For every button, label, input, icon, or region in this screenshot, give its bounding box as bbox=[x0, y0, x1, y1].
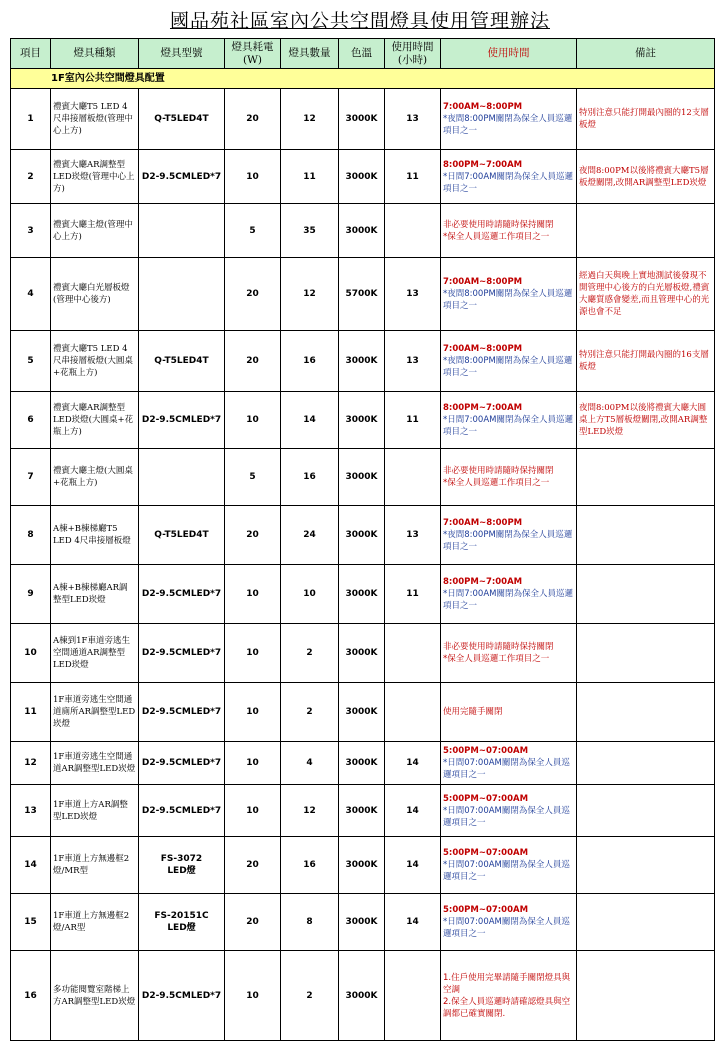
cell-qty: 14 bbox=[281, 392, 339, 449]
cell-remark bbox=[577, 624, 715, 683]
cell-watt: 10 bbox=[225, 392, 281, 449]
usage-note: 1.住戶使用完畢請隨手關閉燈具與空調 2.保全人員巡邏時請確認燈具與空調都已確實關閉. bbox=[443, 972, 571, 1019]
cell-watt: 10 bbox=[225, 565, 281, 624]
cell-no: 3 bbox=[11, 204, 51, 258]
cell-type: 1F車道旁逃生空間通道廁所AR調整型LED崁燈 bbox=[51, 683, 139, 742]
section-row bbox=[11, 69, 715, 89]
table-row bbox=[11, 150, 715, 204]
cell-no: 13 bbox=[11, 785, 51, 837]
cell-model: D2-9.5CMLED*7 bbox=[139, 624, 225, 683]
cell-remark bbox=[577, 837, 715, 894]
cell-usage bbox=[441, 951, 577, 1041]
cell-model: FS-20151C LED燈 bbox=[139, 894, 225, 951]
cell-watt: 5 bbox=[225, 204, 281, 258]
cell-hours: 13 bbox=[385, 258, 441, 331]
cell-type: 禮賓大廳T5 LED 4尺串接層板燈(管理中心上方) bbox=[51, 89, 139, 150]
cell-type: 禮賓大廳T5 LED 4尺串接層板燈(大圓桌+花瓶上方) bbox=[51, 331, 139, 392]
cell-no: 1 bbox=[11, 89, 51, 150]
cell-watt: 20 bbox=[225, 837, 281, 894]
cell-watt: 10 bbox=[225, 742, 281, 785]
cell-watt: 10 bbox=[225, 683, 281, 742]
cell-usage bbox=[441, 683, 577, 742]
cell-hours: 11 bbox=[385, 392, 441, 449]
cell-color: 3000K bbox=[339, 837, 385, 894]
cell-watt: 10 bbox=[225, 624, 281, 683]
cell-usage bbox=[441, 89, 577, 150]
cell-model bbox=[139, 258, 225, 331]
usage-note: *日間07:00AM關閉為保全人員巡邏項目之一 bbox=[443, 917, 570, 939]
cell-watt: 20 bbox=[225, 89, 281, 150]
usage-note: *日間07:00AM關閉為保全人員巡邏項目之一 bbox=[443, 758, 570, 780]
cell-hours: 14 bbox=[385, 785, 441, 837]
usage-time-range: 8:00PM~7:00AM bbox=[443, 159, 523, 170]
table-row bbox=[11, 683, 715, 742]
cell-type: 1F車道上方無邊框2燈/MR型 bbox=[51, 837, 139, 894]
cell-hours: 13 bbox=[385, 331, 441, 392]
usage-note: *夜間8:00PM關閉為保全人員巡邏項目之一 bbox=[443, 356, 573, 378]
page-title: 國品苑社區室內公共空間燈具使用管理辦法 bbox=[169, 10, 550, 32]
usage-note: *日間7:00AM關閉為保全人員巡邏項目之一 bbox=[443, 415, 573, 437]
header-hours: 使用時間 (小時) bbox=[385, 39, 441, 69]
cell-model: D2-9.5CMLED*7 bbox=[139, 150, 225, 204]
cell-usage bbox=[441, 894, 577, 951]
cell-no: 16 bbox=[11, 951, 51, 1041]
cell-qty: 24 bbox=[281, 506, 339, 565]
cell-qty: 12 bbox=[281, 258, 339, 331]
cell-hours: 14 bbox=[385, 894, 441, 951]
cell-hours bbox=[385, 624, 441, 683]
cell-usage bbox=[441, 742, 577, 785]
cell-color: 5700K bbox=[339, 258, 385, 331]
section-title: 1F室內公共空間燈具配置 bbox=[11, 69, 715, 89]
cell-no: 4 bbox=[11, 258, 51, 331]
cell-qty: 2 bbox=[281, 683, 339, 742]
cell-hours bbox=[385, 683, 441, 742]
header-usage: 使用時間 bbox=[441, 39, 577, 69]
cell-type: 禮賓大廳AR調整型LED崁燈(大圓桌+花瓶上方) bbox=[51, 392, 139, 449]
cell-model: D2-9.5CMLED*7 bbox=[139, 785, 225, 837]
cell-no: 11 bbox=[11, 683, 51, 742]
usage-note: *夜間8:00PM關閉為保全人員巡邏項目之一 bbox=[443, 114, 573, 136]
usage-time-range: 8:00PM~7:00AM bbox=[443, 403, 523, 413]
cell-type: 1F車道上方無邊框2燈/AR型 bbox=[51, 894, 139, 951]
cell-usage bbox=[441, 565, 577, 624]
cell-type: 1F車道旁逃生空間通道AR調整型LED崁燈 bbox=[51, 742, 139, 785]
usage-time-range: 5:00PM~07:00AM bbox=[443, 793, 529, 804]
cell-color: 3000K bbox=[339, 951, 385, 1041]
header-qty: 燈具數量 bbox=[281, 39, 339, 69]
table-row bbox=[11, 449, 715, 506]
cell-color: 3000K bbox=[339, 506, 385, 565]
cell-qty: 16 bbox=[281, 837, 339, 894]
cell-remark bbox=[577, 742, 715, 785]
cell-usage bbox=[441, 624, 577, 683]
cell-usage bbox=[441, 392, 577, 449]
cell-no: 15 bbox=[11, 894, 51, 951]
cell-hours bbox=[385, 951, 441, 1041]
cell-usage bbox=[441, 331, 577, 392]
cell-hours: 13 bbox=[385, 506, 441, 565]
cell-remark bbox=[577, 506, 715, 565]
usage-time-range: 5:00PM~07:00AM bbox=[443, 848, 529, 858]
cell-no: 9 bbox=[11, 565, 51, 624]
cell-watt: 10 bbox=[225, 785, 281, 837]
table-row bbox=[11, 624, 715, 683]
cell-qty: 10 bbox=[281, 565, 339, 624]
cell-usage bbox=[441, 506, 577, 565]
cell-usage bbox=[441, 258, 577, 331]
cell-usage bbox=[441, 785, 577, 837]
cell-qty: 16 bbox=[281, 331, 339, 392]
usage-time-range: 7:00AM~8:00PM bbox=[443, 518, 523, 528]
usage-time-range: 7:00AM~8:00PM bbox=[443, 277, 523, 287]
cell-color: 3000K bbox=[339, 785, 385, 837]
cell-color: 3000K bbox=[339, 742, 385, 785]
cell-hours bbox=[385, 449, 441, 506]
usage-time-range: 5:00PM~07:00AM bbox=[443, 746, 529, 756]
cell-remark: 經過白天與晚上實地測試後發現不開管理中心後方的白光層板燈,禮賓大廳質感會變差,而且管理中心的光源也會不足 bbox=[577, 258, 715, 331]
cell-watt: 20 bbox=[225, 331, 281, 392]
usage-time-range: 7:00AM~8:00PM bbox=[443, 102, 523, 112]
cell-hours: 14 bbox=[385, 742, 441, 785]
cell-color: 3000K bbox=[339, 89, 385, 150]
usage-note: 非必要使用時請隨時保持關閉 *保全人員巡邏工作項目之一 bbox=[443, 466, 554, 488]
header-type: 燈具種類 bbox=[51, 39, 139, 69]
cell-watt: 20 bbox=[225, 894, 281, 951]
table-row bbox=[11, 89, 715, 150]
usage-note: *夜間8:00PM關閉為保全人員巡邏項目之一 bbox=[443, 289, 573, 311]
cell-hours: 11 bbox=[385, 150, 441, 204]
cell-hours: 13 bbox=[385, 89, 441, 150]
header-model: 燈具型號 bbox=[139, 39, 225, 69]
cell-no: 12 bbox=[11, 742, 51, 785]
usage-note: 使用完隨手關閉 bbox=[443, 707, 503, 717]
cell-type: 禮賓大廳主燈(大圓桌+花瓶上方) bbox=[51, 449, 139, 506]
usage-time-range: 8:00PM~7:00AM bbox=[443, 577, 523, 587]
cell-color: 3000K bbox=[339, 624, 385, 683]
cell-model: D2-9.5CMLED*7 bbox=[139, 392, 225, 449]
cell-remark bbox=[577, 565, 715, 624]
cell-qty: 8 bbox=[281, 894, 339, 951]
cell-remark: 夜間8:00PM以後將禮賓大廳T5層板燈關閉,改開AR調整型LED崁燈 bbox=[577, 150, 715, 204]
header-remark: 備註 bbox=[577, 39, 715, 69]
lighting-table bbox=[10, 38, 715, 1041]
cell-type: A棟+B棟梯廳T5 LED 4尺串接層板燈 bbox=[51, 506, 139, 565]
cell-watt: 20 bbox=[225, 506, 281, 565]
table-row bbox=[11, 506, 715, 565]
cell-qty: 35 bbox=[281, 204, 339, 258]
cell-model: D2-9.5CMLED*7 bbox=[139, 565, 225, 624]
header-row bbox=[11, 39, 715, 69]
cell-remark bbox=[577, 449, 715, 506]
cell-model: D2-9.5CMLED*7 bbox=[139, 683, 225, 742]
cell-watt: 10 bbox=[225, 150, 281, 204]
usage-time-range: 7:00AM~8:00PM bbox=[443, 344, 523, 354]
table-row bbox=[11, 894, 715, 951]
table-row bbox=[11, 258, 715, 331]
cell-qty: 12 bbox=[281, 785, 339, 837]
cell-no: 2 bbox=[11, 150, 51, 204]
cell-remark bbox=[577, 204, 715, 258]
cell-remark: 特別注意只能打開最內圈的16支層板燈 bbox=[577, 331, 715, 392]
cell-model: Q-T5LED4T bbox=[139, 506, 225, 565]
cell-remark bbox=[577, 785, 715, 837]
cell-no: 14 bbox=[11, 837, 51, 894]
table-row bbox=[11, 331, 715, 392]
cell-remark bbox=[577, 683, 715, 742]
table-row bbox=[11, 392, 715, 449]
cell-model: D2-9.5CMLED*7 bbox=[139, 742, 225, 785]
cell-hours: 14 bbox=[385, 837, 441, 894]
cell-watt: 10 bbox=[225, 951, 281, 1041]
usage-time-range: 5:00PM~07:00AM bbox=[443, 905, 529, 915]
table-row bbox=[11, 565, 715, 624]
cell-color: 3000K bbox=[339, 449, 385, 506]
cell-type: A棟+B棟梯廳AR調整型LED崁燈 bbox=[51, 565, 139, 624]
usage-note: *日間07:00AM關閉為保全人員巡邏項目之一 bbox=[443, 860, 570, 882]
usage-note: *日間07:00AM關閉為保全人員巡邏項目之一 bbox=[443, 805, 570, 828]
header-no: 項目 bbox=[11, 39, 51, 69]
cell-model: FS-3072 LED燈 bbox=[139, 837, 225, 894]
cell-no: 10 bbox=[11, 624, 51, 683]
cell-no: 8 bbox=[11, 506, 51, 565]
cell-type: 禮賓大廳AR調整型LED崁燈(管理中心上方) bbox=[51, 150, 139, 204]
cell-color: 3000K bbox=[339, 392, 385, 449]
cell-usage bbox=[441, 204, 577, 258]
cell-watt: 5 bbox=[225, 449, 281, 506]
table-row bbox=[11, 837, 715, 894]
cell-no: 6 bbox=[11, 392, 51, 449]
cell-usage bbox=[441, 837, 577, 894]
cell-color: 3000K bbox=[339, 683, 385, 742]
cell-type: 多功能閱覽室階梯上方AR調整型LED崁燈 bbox=[51, 951, 139, 1041]
table-row bbox=[11, 204, 715, 258]
table-row bbox=[11, 951, 715, 1041]
header-color: 色溫 bbox=[339, 39, 385, 69]
cell-type: 1F車道上方AR調整型LED崁燈 bbox=[51, 785, 139, 837]
usage-note: *日間7:00AM關閉為保全人員巡邏項目之一 bbox=[443, 589, 573, 611]
table-row bbox=[11, 742, 715, 785]
cell-model bbox=[139, 204, 225, 258]
cell-color: 3000K bbox=[339, 894, 385, 951]
cell-model: Q-T5LED4T bbox=[139, 331, 225, 392]
cell-remark: 夜間8:00PM以後將禮賓大廳大圓桌上方T5層板燈關閉,改開AR調整型LED崁燈 bbox=[577, 392, 715, 449]
cell-type: 禮賓大廳白光層板燈(管理中心後方) bbox=[51, 258, 139, 331]
cell-color: 3000K bbox=[339, 204, 385, 258]
cell-color: 3000K bbox=[339, 331, 385, 392]
cell-no: 5 bbox=[11, 331, 51, 392]
header-watt: 燈具耗電 (W) bbox=[225, 39, 281, 69]
cell-hours: 11 bbox=[385, 565, 441, 624]
cell-qty: 11 bbox=[281, 150, 339, 204]
usage-note: 非必要使用時請隨時保持關閉 *保全人員巡邏工作項目之一 bbox=[443, 219, 554, 242]
cell-model: D2-9.5CMLED*7 bbox=[139, 951, 225, 1041]
cell-model: Q-T5LED4T bbox=[139, 89, 225, 150]
usage-note: *日間7:00AM關閉為保全人員巡邏項目之一 bbox=[443, 171, 573, 194]
cell-usage bbox=[441, 150, 577, 204]
cell-color: 3000K bbox=[339, 565, 385, 624]
cell-model bbox=[139, 449, 225, 506]
cell-qty: 2 bbox=[281, 951, 339, 1041]
cell-type: 禮賓大廳主燈(管理中心上方) bbox=[51, 204, 139, 258]
cell-remark bbox=[577, 894, 715, 951]
cell-qty: 2 bbox=[281, 624, 339, 683]
table-row bbox=[11, 785, 715, 837]
cell-remark: 特別注意只能打開最內圈的12支層板燈 bbox=[577, 89, 715, 150]
usage-note: *夜間8:00PM關閉為保全人員巡邏項目之一 bbox=[443, 530, 573, 552]
cell-color: 3000K bbox=[339, 150, 385, 204]
cell-remark bbox=[577, 951, 715, 1041]
cell-usage bbox=[441, 449, 577, 506]
cell-watt: 20 bbox=[225, 258, 281, 331]
cell-hours bbox=[385, 204, 441, 258]
usage-note: 非必要使用時請隨時保持關閉 *保全人員巡邏工作項目之一 bbox=[443, 642, 554, 664]
cell-qty: 4 bbox=[281, 742, 339, 785]
cell-qty: 16 bbox=[281, 449, 339, 506]
cell-type: A棟到1F車道旁逃生空間通道AR調整型LED崁燈 bbox=[51, 624, 139, 683]
cell-no: 7 bbox=[11, 449, 51, 506]
cell-qty: 12 bbox=[281, 89, 339, 150]
